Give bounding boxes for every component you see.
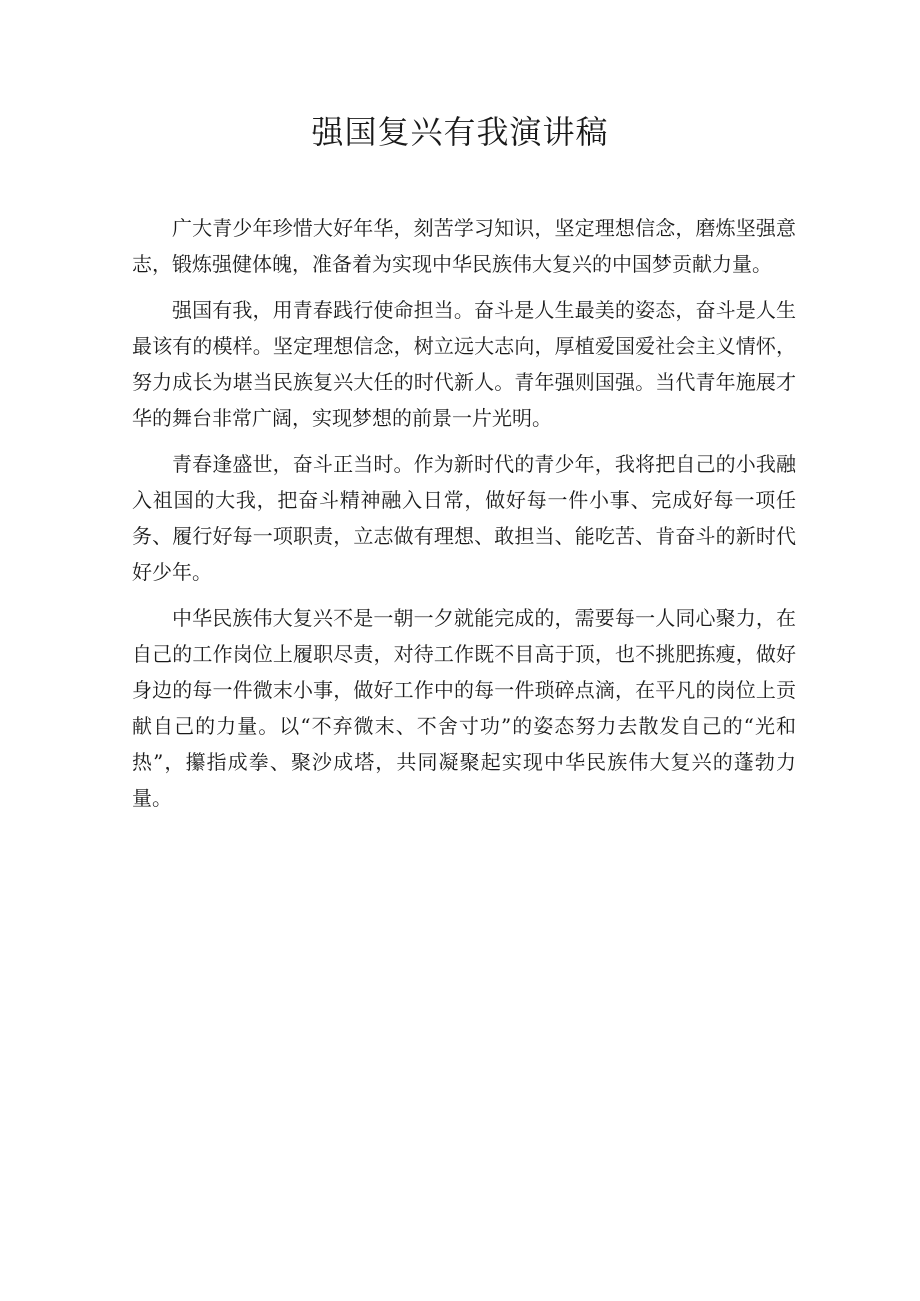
paragraph-1: 广大青少年珍惜大好年华，刻苦学习知识，坚定理想信念，磨炼坚强意志，锻炼强健体魄，准备着为实现中华民族伟大复兴的中国梦贡献力量。 — [132, 216, 796, 276]
paragraph-2: 强国有我，用青春践行使命担当。奋斗是人生最美的姿态，奋斗是人生最该有的模样。坚定理想信念，树立远大志向，厚植爱国爱社会主义情怀，努力成长为堪当民族复兴大任的时代新人。青年强则国强。当代青年施展才华的舞台非常广阔，实现梦想的前景一片光明。 — [132, 298, 796, 430]
paragraph-4: 中华民族伟大复兴不是一朝一夕就能完成的，需要每一人同心聚力，在自己的工作岗位上履职尽责，对待工作既不目高于顶，也不挑肥拣瘦，做好身边的每一件微末小事，做好工作中的每一件琐碎点滴，在平凡的岗位上贡献自己的力量。以“不弃微末、不舍寸功”的姿态努力去散发自己的“光和热”，攥指成拳、聚沙成塔，共同凝聚起实现中华民族伟大复兴的蓬勃力量。 — [132, 606, 796, 810]
document-title: 强国复兴有我演讲稿 — [311, 113, 609, 151]
paragraph-3: 青春逢盛世，奋斗正当时。作为新时代的青少年，我将把自己的小我融入祖国的大我，把奋斗精神融入日常，做好每一件小事、完成好每一项任务、履行好每一项职责，立志做有理想、敢担当、能吃苦、肯奋斗的新时代好少年。 — [132, 452, 796, 584]
document-body — [132, 210, 796, 826]
